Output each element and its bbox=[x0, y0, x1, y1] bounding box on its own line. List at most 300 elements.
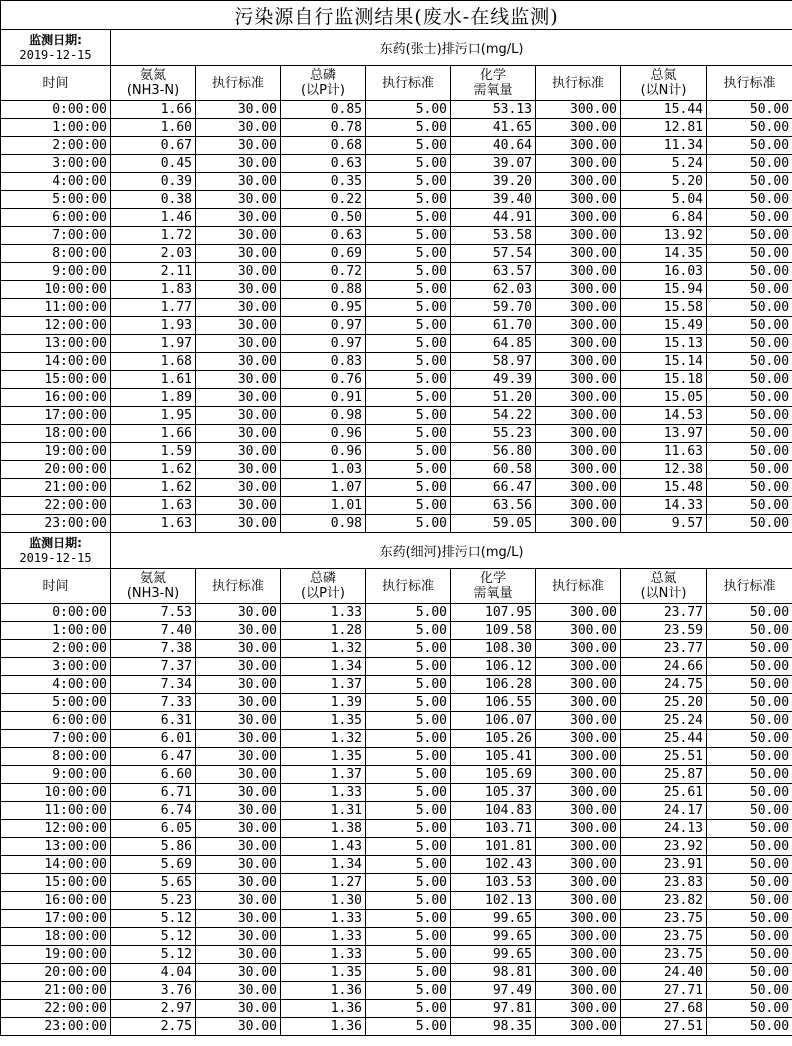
table-cell: 1.30 bbox=[281, 892, 366, 910]
table-cell: 15:00:00 bbox=[1, 874, 111, 892]
table-cell: 25.20 bbox=[621, 694, 707, 712]
table-cell: 16.03 bbox=[621, 263, 707, 281]
table-cell: 5.69 bbox=[111, 856, 196, 874]
table-cell: 63.56 bbox=[451, 497, 536, 515]
column-header-line2: (NH3-N) bbox=[126, 83, 180, 98]
table-cell: 1.59 bbox=[111, 443, 196, 461]
table-cell: 50.00 bbox=[707, 371, 792, 389]
table-cell: 30.00 bbox=[196, 263, 281, 281]
table-row bbox=[1, 191, 792, 209]
table-cell: 58.97 bbox=[451, 353, 536, 371]
table-cell: 300.00 bbox=[536, 227, 621, 245]
table-cell: 300.00 bbox=[536, 407, 621, 425]
table-cell: 9:00:00 bbox=[1, 766, 111, 784]
table-cell: 1:00:00 bbox=[1, 119, 111, 137]
table-cell: 17:00:00 bbox=[1, 910, 111, 928]
table-cell: 5.23 bbox=[111, 892, 196, 910]
table-cell: 5.04 bbox=[621, 191, 707, 209]
table-cell: 50.00 bbox=[707, 784, 792, 802]
table-cell: 50.00 bbox=[707, 964, 792, 982]
table-cell: 50.00 bbox=[707, 281, 792, 299]
table-cell: 41.65 bbox=[451, 119, 536, 137]
table-cell: 5.00 bbox=[366, 856, 451, 874]
table-cell: 1.63 bbox=[111, 497, 196, 515]
table-cell: 1.66 bbox=[111, 425, 196, 443]
table-cell: 5.00 bbox=[366, 604, 451, 622]
table-cell: 24.75 bbox=[621, 676, 707, 694]
table-cell: 300.00 bbox=[536, 748, 621, 766]
table-cell: 25.51 bbox=[621, 748, 707, 766]
table-cell: 27.71 bbox=[621, 982, 707, 1000]
table-cell: 0.63 bbox=[281, 227, 366, 245]
table-cell: 5.00 bbox=[366, 694, 451, 712]
table-cell: 97.49 bbox=[451, 982, 536, 1000]
column-header-line2: 需氧量 bbox=[473, 83, 513, 98]
table-cell: 50.00 bbox=[707, 622, 792, 640]
table-cell: 11:00:00 bbox=[1, 802, 111, 820]
table-row bbox=[1, 371, 792, 389]
table-cell: 50.00 bbox=[707, 137, 792, 155]
table-cell: 300.00 bbox=[536, 443, 621, 461]
table-cell: 30.00 bbox=[196, 407, 281, 425]
table-cell: 21:00:00 bbox=[1, 982, 111, 1000]
table-cell: 20:00:00 bbox=[1, 461, 111, 479]
table-cell: 14.35 bbox=[621, 245, 707, 263]
table-cell: 15.13 bbox=[621, 335, 707, 353]
table-cell: 5.00 bbox=[366, 263, 451, 281]
table-cell: 300.00 bbox=[536, 263, 621, 281]
table-cell: 16:00:00 bbox=[1, 892, 111, 910]
table-cell: 64.85 bbox=[451, 335, 536, 353]
table-cell: 50.00 bbox=[707, 640, 792, 658]
table-cell: 1.37 bbox=[281, 766, 366, 784]
table-cell: 106.07 bbox=[451, 712, 536, 730]
table-cell: 99.65 bbox=[451, 946, 536, 964]
column-header-line1: 化学 bbox=[479, 571, 506, 586]
table-cell: 51.20 bbox=[451, 389, 536, 407]
table-cell: 23:00:00 bbox=[1, 515, 111, 533]
column-header bbox=[281, 66, 366, 101]
table-cell: 12.38 bbox=[621, 461, 707, 479]
table-row bbox=[1, 281, 792, 299]
table-cell: 1.72 bbox=[111, 227, 196, 245]
table-cell: 13.97 bbox=[621, 425, 707, 443]
table-cell: 50.00 bbox=[707, 173, 792, 191]
date-value: 2019-12-15 bbox=[19, 47, 92, 62]
column-header bbox=[621, 66, 707, 101]
table-cell: 30.00 bbox=[196, 515, 281, 533]
table-cell: 300.00 bbox=[536, 838, 621, 856]
column-header-line1: 化学 bbox=[479, 68, 506, 83]
table-row bbox=[1, 1000, 792, 1018]
table-cell: 22:00:00 bbox=[1, 497, 111, 515]
table-cell: 50.00 bbox=[707, 227, 792, 245]
table-cell: 44.91 bbox=[451, 209, 536, 227]
table-cell: 15.14 bbox=[621, 353, 707, 371]
table-cell: 300.00 bbox=[536, 317, 621, 335]
table-cell: 300.00 bbox=[536, 676, 621, 694]
table-cell: 50.00 bbox=[707, 856, 792, 874]
table-cell: 50.00 bbox=[707, 317, 792, 335]
table-row bbox=[1, 730, 792, 748]
table-cell: 5.12 bbox=[111, 946, 196, 964]
table-cell: 300.00 bbox=[536, 712, 621, 730]
table-cell: 1.97 bbox=[111, 335, 196, 353]
table-cell: 5.00 bbox=[366, 191, 451, 209]
table-cell: 30.00 bbox=[196, 119, 281, 137]
table-cell: 105.26 bbox=[451, 730, 536, 748]
table-cell: 5.00 bbox=[366, 658, 451, 676]
table-row bbox=[1, 838, 792, 856]
table-cell: 5.00 bbox=[366, 515, 451, 533]
table-cell: 1.34 bbox=[281, 658, 366, 676]
table-cell: 30.00 bbox=[196, 317, 281, 335]
table-cell: 7.34 bbox=[111, 676, 196, 694]
table-cell: 50.00 bbox=[707, 820, 792, 838]
table-cell: 109.58 bbox=[451, 622, 536, 640]
table-cell: 5.00 bbox=[366, 155, 451, 173]
column-header-line2: 需氧量 bbox=[473, 586, 513, 601]
table-cell: 30.00 bbox=[196, 335, 281, 353]
table-cell: 8:00:00 bbox=[1, 245, 111, 263]
table-cell: 300.00 bbox=[536, 173, 621, 191]
table-cell: 27.51 bbox=[621, 1018, 707, 1036]
table-cell: 1.89 bbox=[111, 389, 196, 407]
column-header-line1: 执行标准 bbox=[723, 578, 776, 594]
table-cell: 300.00 bbox=[536, 101, 621, 119]
table-cell: 1.35 bbox=[281, 712, 366, 730]
table-cell: 1.03 bbox=[281, 461, 366, 479]
table-cell: 1.01 bbox=[281, 497, 366, 515]
table-cell: 14.33 bbox=[621, 497, 707, 515]
table-cell: 1.32 bbox=[281, 730, 366, 748]
column-header-line1: 氨氮 bbox=[139, 68, 166, 83]
table-cell: 0.22 bbox=[281, 191, 366, 209]
table-cell: 0.68 bbox=[281, 137, 366, 155]
table-cell: 98.81 bbox=[451, 964, 536, 982]
table-cell: 300.00 bbox=[536, 1000, 621, 1018]
table-cell: 50.00 bbox=[707, 263, 792, 281]
column-header bbox=[707, 569, 792, 604]
table-cell: 4:00:00 bbox=[1, 676, 111, 694]
table-cell: 300.00 bbox=[536, 245, 621, 263]
table-cell: 5.65 bbox=[111, 874, 196, 892]
table-cell: 50.00 bbox=[707, 299, 792, 317]
table-row bbox=[1, 335, 792, 353]
column-header bbox=[1, 66, 111, 101]
table-cell: 7.53 bbox=[111, 604, 196, 622]
table-cell: 50.00 bbox=[707, 155, 792, 173]
table-cell: 50.00 bbox=[707, 119, 792, 137]
table-cell: 0.39 bbox=[111, 173, 196, 191]
table-cell: 50.00 bbox=[707, 101, 792, 119]
table-cell: 1.35 bbox=[281, 964, 366, 982]
column-header-line1: 执行标准 bbox=[381, 578, 434, 594]
table-cell: 23:00:00 bbox=[1, 1018, 111, 1036]
table-cell: 63.57 bbox=[451, 263, 536, 281]
table-cell: 15.05 bbox=[621, 389, 707, 407]
table-cell: 300.00 bbox=[536, 730, 621, 748]
table-cell: 5.00 bbox=[366, 371, 451, 389]
table-cell: 5.00 bbox=[366, 209, 451, 227]
table-row bbox=[1, 155, 792, 173]
table-cell: 1:00:00 bbox=[1, 622, 111, 640]
column-header bbox=[707, 66, 792, 101]
table-cell: 1.63 bbox=[111, 515, 196, 533]
table-cell: 1.66 bbox=[111, 101, 196, 119]
table-cell: 11.63 bbox=[621, 443, 707, 461]
table-cell: 30.00 bbox=[196, 658, 281, 676]
table-row bbox=[1, 119, 792, 137]
table-cell: 5.00 bbox=[366, 407, 451, 425]
table-cell: 30.00 bbox=[196, 604, 281, 622]
table-cell: 23.92 bbox=[621, 838, 707, 856]
column-header bbox=[111, 569, 196, 604]
table-cell: 30.00 bbox=[196, 191, 281, 209]
table-cell: 30.00 bbox=[196, 1018, 281, 1036]
table-cell: 300.00 bbox=[536, 281, 621, 299]
table-cell: 30.00 bbox=[196, 892, 281, 910]
table-cell: 1.28 bbox=[281, 622, 366, 640]
table-cell: 5.00 bbox=[366, 461, 451, 479]
table-cell: 1.36 bbox=[281, 982, 366, 1000]
table-cell: 5.12 bbox=[111, 928, 196, 946]
table-cell: 30.00 bbox=[196, 946, 281, 964]
table-cell: 30.00 bbox=[196, 497, 281, 515]
table-cell: 5.00 bbox=[366, 748, 451, 766]
column-header-line1: 执行标准 bbox=[211, 75, 264, 91]
column-header-row bbox=[1, 66, 792, 101]
table-cell: 1.33 bbox=[281, 946, 366, 964]
table-cell: 27.68 bbox=[621, 1000, 707, 1018]
column-header bbox=[1, 569, 111, 604]
table-cell: 30.00 bbox=[196, 730, 281, 748]
table-cell: 0.97 bbox=[281, 317, 366, 335]
table-cell: 0.85 bbox=[281, 101, 366, 119]
table-cell: 50.00 bbox=[707, 1018, 792, 1036]
table-cell: 300.00 bbox=[536, 371, 621, 389]
table-cell: 102.43 bbox=[451, 856, 536, 874]
table-cell: 39.20 bbox=[451, 173, 536, 191]
table-cell: 17:00:00 bbox=[1, 407, 111, 425]
table-cell: 57.54 bbox=[451, 245, 536, 263]
table-cell: 2.75 bbox=[111, 1018, 196, 1036]
table-cell: 30.00 bbox=[196, 856, 281, 874]
table-cell: 300.00 bbox=[536, 856, 621, 874]
table-cell: 1.36 bbox=[281, 1018, 366, 1036]
table-cell: 5.00 bbox=[366, 730, 451, 748]
table-cell: 0.67 bbox=[111, 137, 196, 155]
table-cell: 1.32 bbox=[281, 640, 366, 658]
table-cell: 6.31 bbox=[111, 712, 196, 730]
table-cell: 7.37 bbox=[111, 658, 196, 676]
table-cell: 23.75 bbox=[621, 928, 707, 946]
column-header bbox=[536, 66, 621, 101]
table-cell: 5.00 bbox=[366, 443, 451, 461]
table-cell: 14:00:00 bbox=[1, 856, 111, 874]
table-cell: 0.38 bbox=[111, 191, 196, 209]
table-cell: 14.53 bbox=[621, 407, 707, 425]
table-cell: 2.11 bbox=[111, 263, 196, 281]
table-cell: 0.45 bbox=[111, 155, 196, 173]
table-cell: 1.61 bbox=[111, 371, 196, 389]
column-header-line1: 执行标准 bbox=[381, 75, 434, 91]
table-cell: 5.24 bbox=[621, 155, 707, 173]
table-cell: 105.37 bbox=[451, 784, 536, 802]
table-cell: 5.00 bbox=[366, 479, 451, 497]
table-row bbox=[1, 712, 792, 730]
table-cell: 5.00 bbox=[366, 101, 451, 119]
table-cell: 30.00 bbox=[196, 820, 281, 838]
table-cell: 11.34 bbox=[621, 137, 707, 155]
table-cell: 13.92 bbox=[621, 227, 707, 245]
table-row bbox=[1, 748, 792, 766]
table-cell: 30.00 bbox=[196, 389, 281, 407]
table-cell: 50.00 bbox=[707, 694, 792, 712]
table-cell: 5.00 bbox=[366, 892, 451, 910]
column-header bbox=[621, 569, 707, 604]
table-cell: 5.00 bbox=[366, 497, 451, 515]
table-cell: 5.00 bbox=[366, 982, 451, 1000]
table-row bbox=[1, 784, 792, 802]
table-cell: 30.00 bbox=[196, 838, 281, 856]
table-cell: 15.49 bbox=[621, 317, 707, 335]
table-cell: 18:00:00 bbox=[1, 425, 111, 443]
outlet-name: 东药(张士)排污口(mg/L) bbox=[111, 30, 792, 66]
table-cell: 54.22 bbox=[451, 407, 536, 425]
table-row bbox=[1, 101, 792, 119]
table-cell: 61.70 bbox=[451, 317, 536, 335]
table-cell: 6:00:00 bbox=[1, 209, 111, 227]
table-cell: 300.00 bbox=[536, 119, 621, 137]
column-header bbox=[196, 569, 281, 604]
table-cell: 1.43 bbox=[281, 838, 366, 856]
table-cell: 30.00 bbox=[196, 712, 281, 730]
table-row bbox=[1, 946, 792, 964]
table-cell: 1.27 bbox=[281, 874, 366, 892]
table-cell: 30.00 bbox=[196, 209, 281, 227]
table-cell: 5.12 bbox=[111, 910, 196, 928]
table-cell: 300.00 bbox=[536, 946, 621, 964]
column-header bbox=[111, 66, 196, 101]
table-cell: 4:00:00 bbox=[1, 173, 111, 191]
table-cell: 300.00 bbox=[536, 299, 621, 317]
table-cell: 50.00 bbox=[707, 604, 792, 622]
table-cell: 7:00:00 bbox=[1, 730, 111, 748]
table-cell: 1.07 bbox=[281, 479, 366, 497]
column-header-line1: 执行标准 bbox=[723, 75, 776, 91]
table-cell: 15.58 bbox=[621, 299, 707, 317]
table-cell: 5.00 bbox=[366, 766, 451, 784]
table-cell: 30.00 bbox=[196, 227, 281, 245]
table-cell: 25.44 bbox=[621, 730, 707, 748]
table-cell: 40.64 bbox=[451, 137, 536, 155]
monitoring-date bbox=[1, 30, 111, 66]
table-cell: 1.60 bbox=[111, 119, 196, 137]
table-cell: 1.46 bbox=[111, 209, 196, 227]
outlet-name: 东药(细河)排污口(mg/L) bbox=[111, 533, 792, 569]
table-cell: 300.00 bbox=[536, 335, 621, 353]
table-cell: 39.07 bbox=[451, 155, 536, 173]
table-row bbox=[1, 317, 792, 335]
table-cell: 5.20 bbox=[621, 173, 707, 191]
column-header bbox=[451, 569, 536, 604]
table-cell: 50.00 bbox=[707, 191, 792, 209]
table-cell: 300.00 bbox=[536, 820, 621, 838]
table-cell: 0.98 bbox=[281, 515, 366, 533]
table-cell: 105.41 bbox=[451, 748, 536, 766]
table-cell: 2.03 bbox=[111, 245, 196, 263]
table-row bbox=[1, 299, 792, 317]
table-cell: 3:00:00 bbox=[1, 658, 111, 676]
table-cell: 50.00 bbox=[707, 838, 792, 856]
table-cell: 5.00 bbox=[366, 622, 451, 640]
table-cell: 23.59 bbox=[621, 622, 707, 640]
table-cell: 300.00 bbox=[536, 209, 621, 227]
table-cell: 106.55 bbox=[451, 694, 536, 712]
table-row bbox=[1, 245, 792, 263]
table-cell: 25.24 bbox=[621, 712, 707, 730]
table-row bbox=[1, 676, 792, 694]
table-cell: 2.97 bbox=[111, 1000, 196, 1018]
page-title: 污染源自行监测结果(废水-在线监测) bbox=[1, 1, 792, 30]
column-header-line1: 时间 bbox=[42, 578, 69, 594]
table-cell: 300.00 bbox=[536, 964, 621, 982]
table-cell: 50.00 bbox=[707, 1000, 792, 1018]
column-header bbox=[451, 66, 536, 101]
table-cell: 1.37 bbox=[281, 676, 366, 694]
table-row bbox=[1, 892, 792, 910]
table-cell: 30.00 bbox=[196, 676, 281, 694]
table-row bbox=[1, 461, 792, 479]
table-cell: 5.00 bbox=[366, 676, 451, 694]
table-cell: 5.00 bbox=[366, 317, 451, 335]
table-cell: 0:00:00 bbox=[1, 604, 111, 622]
table-cell: 25.61 bbox=[621, 784, 707, 802]
table-cell: 30.00 bbox=[196, 101, 281, 119]
table-cell: 300.00 bbox=[536, 461, 621, 479]
table-cell: 0.91 bbox=[281, 389, 366, 407]
table-cell: 60.58 bbox=[451, 461, 536, 479]
table-cell: 50.00 bbox=[707, 443, 792, 461]
table-cell: 50.00 bbox=[707, 766, 792, 784]
column-header-line1: 总磷 bbox=[309, 68, 336, 83]
table-cell: 300.00 bbox=[536, 1018, 621, 1036]
table-cell: 50.00 bbox=[707, 497, 792, 515]
table-cell: 50.00 bbox=[707, 802, 792, 820]
table-cell: 39.40 bbox=[451, 191, 536, 209]
table-cell: 30.00 bbox=[196, 622, 281, 640]
table-cell: 5.86 bbox=[111, 838, 196, 856]
table-row bbox=[1, 604, 792, 622]
table-cell: 30.00 bbox=[196, 353, 281, 371]
table-cell: 0.76 bbox=[281, 371, 366, 389]
table-cell: 1.33 bbox=[281, 928, 366, 946]
table-cell: 5.00 bbox=[366, 946, 451, 964]
table-cell: 30.00 bbox=[196, 173, 281, 191]
table-cell: 300.00 bbox=[536, 604, 621, 622]
table-cell: 50.00 bbox=[707, 407, 792, 425]
table-cell: 300.00 bbox=[536, 928, 621, 946]
table-cell: 59.70 bbox=[451, 299, 536, 317]
table-cell: 1.35 bbox=[281, 748, 366, 766]
table-cell: 30.00 bbox=[196, 245, 281, 263]
table-cell: 30.00 bbox=[196, 371, 281, 389]
table-cell: 98.35 bbox=[451, 1018, 536, 1036]
table-cell: 56.80 bbox=[451, 443, 536, 461]
table-cell: 50.00 bbox=[707, 515, 792, 533]
table-cell: 30.00 bbox=[196, 299, 281, 317]
